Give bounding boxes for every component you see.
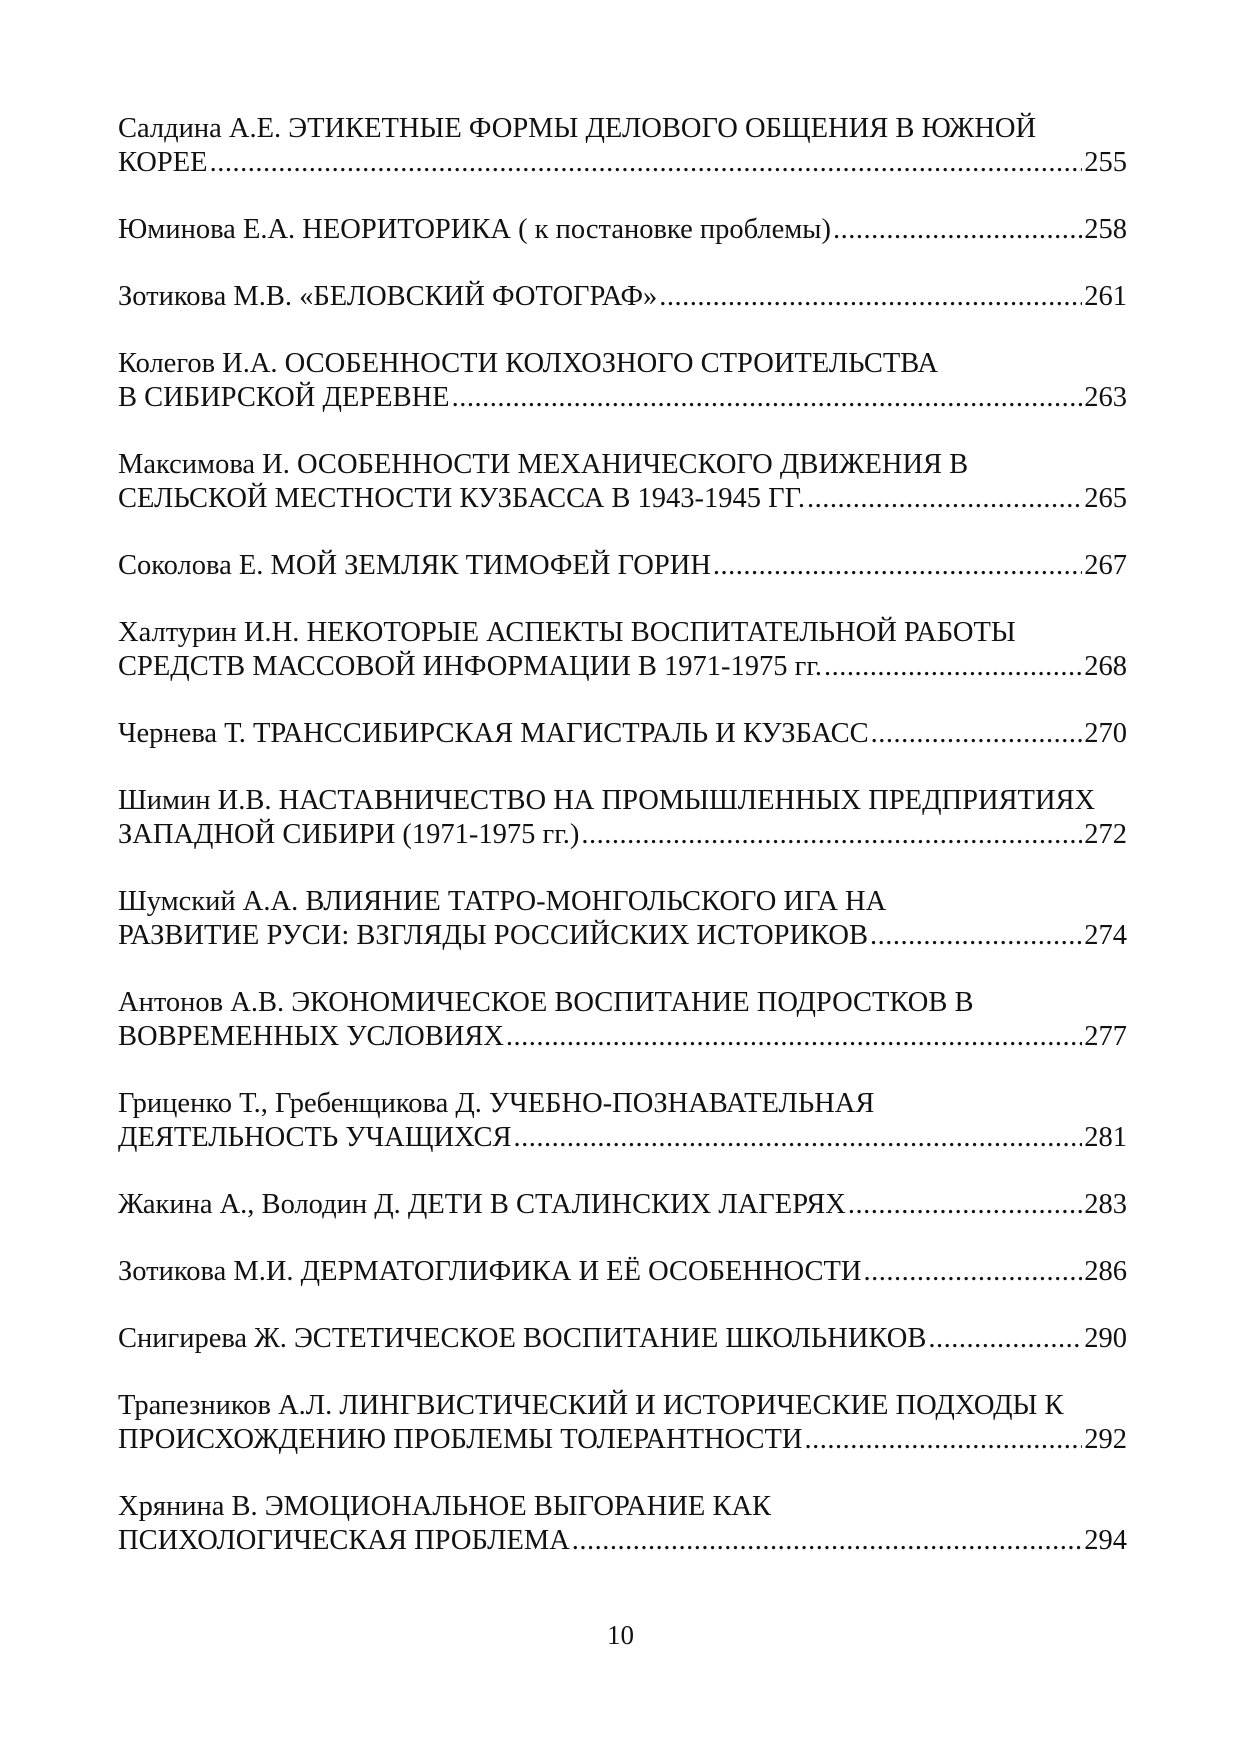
toc-entry	[118, 885, 1127, 953]
toc-entry-title-line: Халтурин И.Н. НЕКОТОРЫЕ АСПЕКТЫ ВОСПИТАТЕЛЬНОЙ РАБОТЫ	[118, 617, 1016, 648]
toc-entry-title: Соколова Е. МОЙ ЗЕМЛЯК ТИМОФЕЙ ГОРИН	[118, 550, 711, 581]
toc-entry-page: 290	[1084, 1323, 1127, 1354]
toc-entry	[118, 1322, 1127, 1356]
toc-entry-page: 265	[1084, 483, 1127, 514]
toc-entry-page: 270	[1084, 718, 1127, 749]
toc-entry-last-line	[118, 818, 1127, 852]
toc-entry-page: 274	[1084, 920, 1127, 951]
toc-entry-title: ЗАПАДНОЙ СИБИРИ (1971-1975 гг.)	[118, 819, 580, 850]
toc-entry	[118, 347, 1127, 415]
toc-entry	[118, 986, 1127, 1054]
dot-leader	[713, 549, 1082, 583]
toc-entry-title: СРЕДСТВ МАССОВОЙ ИНФОРМАЦИИ В 1971-1975 гг.	[118, 651, 822, 682]
dot-leader	[210, 146, 1083, 180]
toc-entry-page: 272	[1084, 819, 1127, 850]
toc-entry-last-line	[118, 549, 1127, 583]
toc-entry-title-line: Шумский А.А. ВЛИЯНИЕ ТАТРО-МОНГОЛЬСКОГО ИГА НА	[118, 886, 887, 917]
toc-entry-title: Юминова Е.А. НЕОРИТОРИКА ( к постановке проблемы)	[118, 214, 831, 245]
toc-entry	[118, 1188, 1127, 1222]
toc-entry-page: 294	[1084, 1525, 1127, 1556]
toc-entry-last-line	[118, 1423, 1127, 1457]
toc-entry-page: 281	[1084, 1122, 1127, 1153]
toc-entry-last-line	[118, 280, 1127, 314]
toc-entry-title: РАЗВИТИЕ РУСИ: ВЗГЛЯДЫ РОССИЙСКИХ ИСТОРИКОВ	[118, 920, 868, 951]
toc-entry	[118, 1490, 1127, 1558]
toc-entry-page: 263	[1084, 382, 1127, 413]
toc-entry-last-line	[118, 1020, 1127, 1054]
dot-leader	[506, 1020, 1082, 1054]
toc-entry-last-line	[118, 482, 1127, 516]
toc-entry-last-line	[118, 381, 1127, 415]
toc-entry-title: Зотикова М.И. ДЕРМАТОГЛИФИКА И ЕЁ ОСОБЕННОСТИ	[118, 1256, 862, 1287]
toc-entry-title-line: Максимова И. ОСОБЕННОСТИ МЕХАНИЧЕСКОГО ДВИЖЕНИЯ В	[118, 449, 969, 480]
dot-leader	[514, 1121, 1083, 1155]
toc-entry-title: ПСИХОЛОГИЧЕСКАЯ ПРОБЛЕМА	[118, 1525, 570, 1556]
toc-entry	[118, 112, 1127, 180]
toc-entry	[118, 448, 1127, 516]
toc-entry	[118, 280, 1127, 314]
dot-leader	[659, 280, 1082, 314]
toc-entry-title: Жакина А., Володин Д. ДЕТИ В СТАЛИНСКИХ ЛАГЕРЯХ	[118, 1189, 846, 1220]
toc-entry-page: 255	[1084, 147, 1127, 178]
dot-leader	[864, 1255, 1083, 1289]
toc-entry-page: 268	[1084, 651, 1127, 682]
dot-leader	[805, 1423, 1083, 1457]
toc-entry-title: Чернева Т. ТРАНССИБИРСКАЯ МАГИСТРАЛЬ И КУЗБАСС	[118, 718, 869, 749]
toc-entry-title: СЕЛЬСКОЙ МЕСТНОСТИ КУЗБАССА В 1943-1945 ГГ.	[118, 483, 806, 514]
toc-entry	[118, 1389, 1127, 1457]
dot-leader	[807, 482, 1082, 516]
toc-entry	[118, 616, 1127, 684]
toc-entry-last-line	[118, 1188, 1127, 1222]
dot-leader	[833, 213, 1082, 247]
toc-entry-title: Зотикова М.В. «БЕЛОВСКИЙ ФОТОГРАФ»	[118, 281, 658, 312]
toc-entry-page: 277	[1084, 1021, 1127, 1052]
toc-entry-last-line	[118, 1255, 1127, 1289]
dot-leader	[572, 1524, 1082, 1558]
toc-entry-title: Снигирева Ж. ЭСТЕТИЧЕСКОЕ ВОСПИТАНИЕ ШКОЛЬНИКОВ	[118, 1323, 927, 1354]
toc-entry-title-line: Трапезников А.Л. ЛИНГВИСТИЧЕСКИЙ И ИСТОРИЧЕСКИЕ ПОДХОДЫ К	[118, 1390, 1064, 1421]
dot-leader	[581, 818, 1082, 852]
toc-entry-last-line	[118, 146, 1127, 180]
dot-leader	[452, 381, 1083, 415]
toc-entry-page: 292	[1084, 1424, 1127, 1455]
toc-entry	[118, 549, 1127, 583]
toc-entry-last-line	[118, 919, 1127, 953]
toc-entry-title-line: Гриценко Т., Гребенщикова Д. УЧЕБНО-ПОЗНАВАТЕЛЬНАЯ	[118, 1088, 875, 1119]
dot-leader	[928, 1322, 1082, 1356]
toc-entry-last-line	[118, 1524, 1127, 1558]
toc-entry-title-line: Колегов И.А. ОСОБЕННОСТИ КОЛХОЗНОГО СТРОИТЕЛЬСТВА	[118, 348, 939, 379]
table-of-contents	[118, 112, 1127, 1591]
toc-entry-title-line: Салдина А.Е. ЭТИКЕТНЫЕ ФОРМЫ ДЕЛОВОГО ОБЩЕНИЯ В ЮЖНОЙ	[118, 113, 1037, 144]
toc-entry	[118, 717, 1127, 751]
toc-entry-title: ПРОИСХОЖДЕНИЮ ПРОБЛЕМЫ ТОЛЕРАНТНОСТИ	[118, 1424, 803, 1455]
dot-leader	[871, 717, 1083, 751]
toc-entry-title-line: Шимин И.В. НАСТАВНИЧЕСТВО НА ПРОМЫШЛЕННЫХ ПРЕДПРИЯТИЯХ	[118, 785, 1096, 816]
toc-entry	[118, 213, 1127, 247]
toc-entry-title: В СИБИРСКОЙ ДЕРЕВНЕ	[118, 382, 450, 413]
toc-entry-last-line	[118, 650, 1127, 684]
toc-entry-last-line	[118, 1121, 1127, 1155]
toc-entry-page: 286	[1084, 1256, 1127, 1287]
toc-entry	[118, 784, 1127, 852]
toc-entry-title: ДЕЯТЕЛЬНОСТЬ УЧАЩИХСЯ	[118, 1122, 512, 1153]
toc-entry-page: 258	[1084, 214, 1127, 245]
toc-entry-title: ВОВРЕМЕННЫХ УСЛОВИЯХ	[118, 1021, 504, 1052]
toc-entry-page: 283	[1084, 1189, 1127, 1220]
toc-entry	[118, 1087, 1127, 1155]
dot-leader	[870, 919, 1082, 953]
toc-entry-page: 267	[1084, 550, 1127, 581]
toc-entry-last-line	[118, 717, 1127, 751]
toc-entry	[118, 1255, 1127, 1289]
toc-entry-last-line	[118, 213, 1127, 247]
toc-entry-title-line: Антонов А.В. ЭКОНОМИЧЕСКОЕ ВОСПИТАНИЕ ПОДРОСТКОВ В	[118, 987, 974, 1018]
toc-entry-title: КОРЕЕ	[118, 147, 208, 178]
dot-leader	[824, 650, 1082, 684]
toc-entry-last-line	[118, 1322, 1127, 1356]
toc-entry-title-line: Хрянина В. ЭМОЦИОНАЛЬНОЕ ВЫГОРАНИЕ КАК	[118, 1491, 772, 1522]
toc-entry-page: 261	[1084, 281, 1127, 312]
dot-leader	[848, 1188, 1082, 1222]
page-number: 10	[607, 1620, 634, 1650]
